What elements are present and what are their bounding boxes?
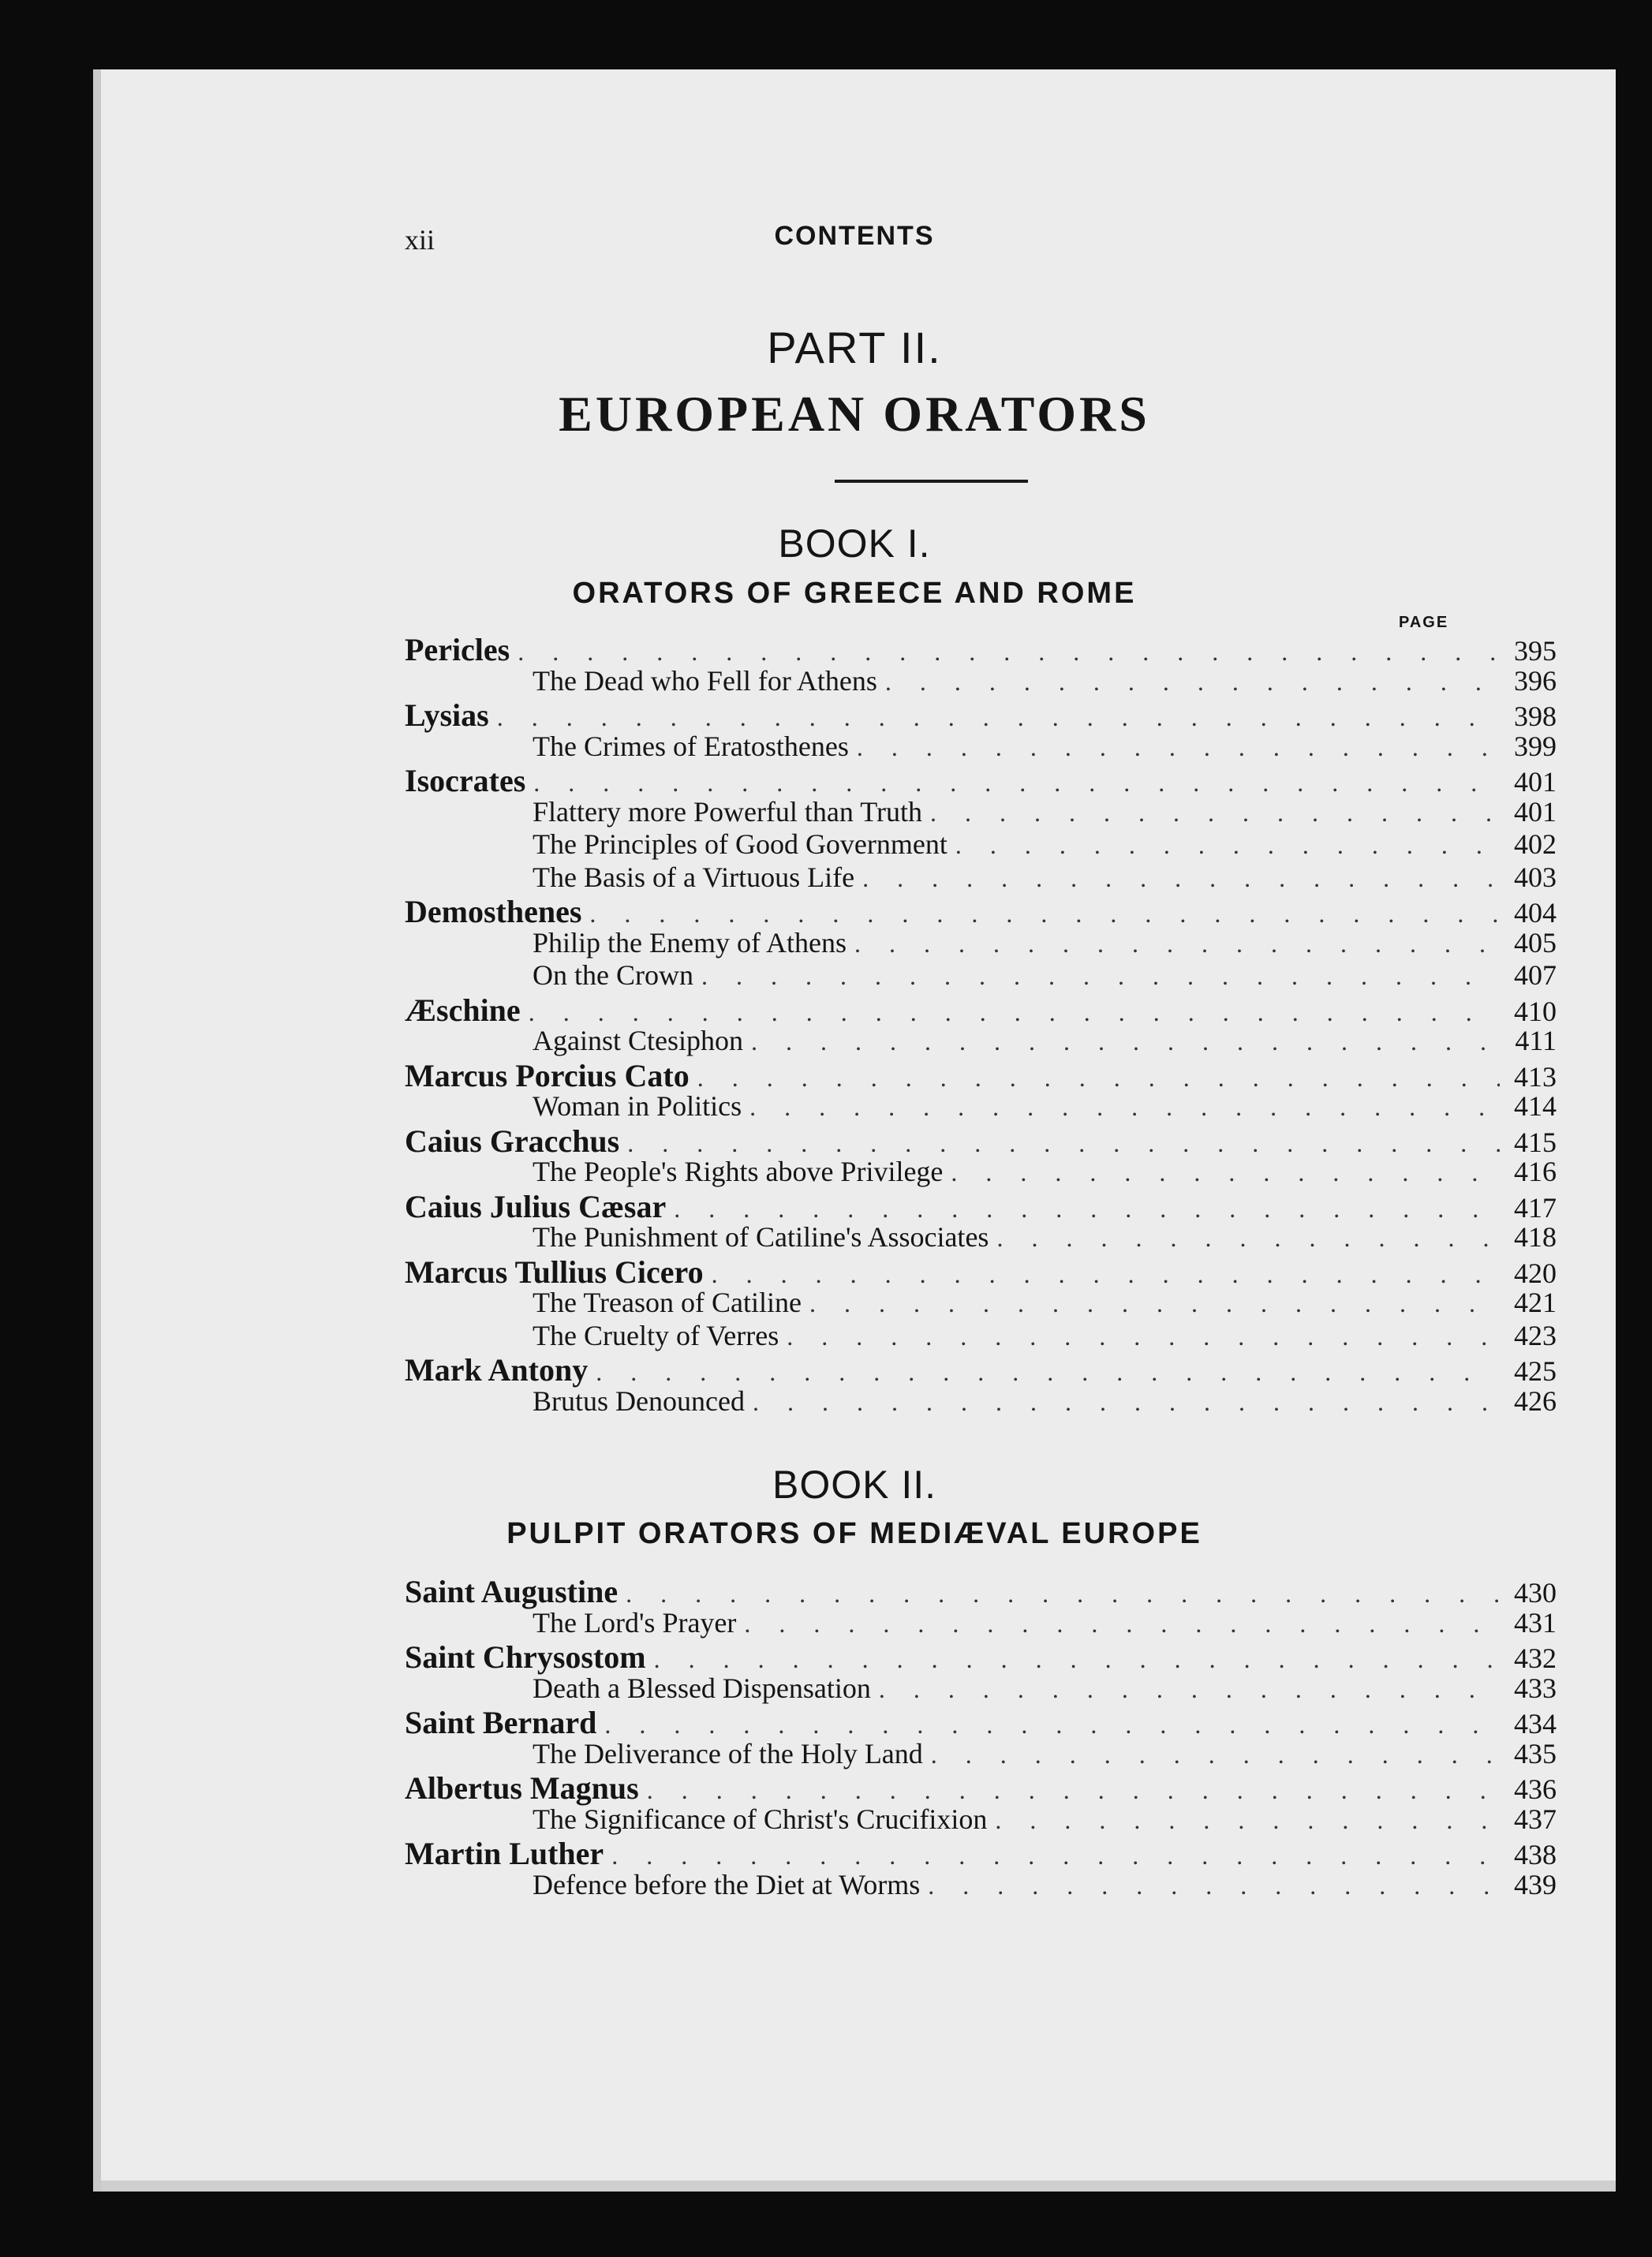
page-ref: 405 — [1514, 926, 1557, 958]
dot-leader — [712, 1260, 1500, 1289]
dot-leader — [879, 1675, 1500, 1704]
dot-leader — [626, 1579, 1500, 1609]
speech-title: Flattery more Powerful than Truth — [533, 795, 922, 828]
orator-name: Caius Julius Cæsar — [405, 1188, 667, 1224]
dot-leader — [604, 1710, 1500, 1739]
speech-entry — [405, 1155, 1557, 1188]
dot-leader — [930, 798, 1500, 828]
dot-leader — [951, 1158, 1500, 1187]
speech-entry — [405, 1868, 1557, 1901]
page-ref: 407 — [1514, 959, 1557, 991]
page-number: xii — [405, 224, 435, 256]
orator-entry — [405, 1573, 1557, 1609]
page-ref: 430 — [1514, 1577, 1557, 1609]
orator-entry — [405, 1123, 1557, 1159]
book-2-contents — [405, 1573, 1557, 1900]
speech-entry — [405, 1089, 1557, 1123]
speech-entry — [405, 1286, 1557, 1319]
dot-leader — [697, 1063, 1500, 1093]
speech-entry — [405, 1803, 1557, 1836]
orator-name: Pericles — [405, 632, 510, 667]
page-ref: 415 — [1514, 1126, 1557, 1158]
page-ref: 421 — [1514, 1287, 1557, 1318]
page-ref: 401 — [1514, 766, 1557, 798]
page-ref: 398 — [1514, 701, 1557, 732]
dot-leader — [749, 1093, 1500, 1122]
speech-title: The Basis of a Virtuous Life — [533, 861, 855, 893]
page-ref: 404 — [1514, 897, 1557, 929]
page-ref: 431 — [1514, 1606, 1557, 1639]
speech-entry — [405, 1384, 1557, 1418]
dot-leader — [931, 1740, 1500, 1769]
page-ref: 414 — [1514, 1090, 1557, 1122]
dot-leader — [497, 703, 1500, 732]
dot-leader — [647, 1776, 1500, 1805]
speech-title: The People's Rights above Privilege — [533, 1156, 944, 1187]
speech-entry — [405, 1319, 1557, 1352]
dot-leader — [589, 899, 1500, 929]
dot-leader — [809, 1289, 1500, 1318]
page-ref: 411 — [1515, 1025, 1557, 1056]
page-ref: 433 — [1514, 1672, 1557, 1704]
page-ref: 395 — [1514, 635, 1557, 667]
speech-entry — [405, 730, 1557, 763]
dot-leader — [529, 998, 1500, 1027]
orator-entry — [405, 992, 1557, 1028]
book-page — [93, 69, 1616, 2192]
speech-title: Against Ctesiphon — [533, 1025, 743, 1056]
dot-leader — [862, 864, 1500, 893]
part-title: EUROPEAN ORATORS — [559, 386, 1150, 442]
dot-leader — [857, 733, 1500, 762]
speech-title: Philip the Enemy of Athens — [533, 926, 847, 958]
dot-leader — [654, 1645, 1500, 1674]
orator-entry — [405, 1704, 1557, 1740]
speech-title: The Principles of Good Government — [533, 828, 947, 860]
orator-name: Marcus Porcius Cato — [405, 1057, 690, 1093]
page-column-label: PAGE — [1399, 614, 1449, 631]
speech-entry — [405, 958, 1557, 992]
orator-name: Saint Augustine — [405, 1574, 619, 1609]
speech-entry — [405, 1737, 1557, 1770]
speech-entry — [405, 828, 1557, 861]
book-1-subtitle: ORATORS OF GREECE AND ROME — [572, 577, 1137, 610]
book-2-label: BOOK II. — [772, 1463, 937, 1507]
orator-name: Isocrates — [405, 763, 526, 798]
dot-leader — [885, 667, 1500, 697]
speech-title: Woman in Politics — [533, 1090, 742, 1122]
speech-title: The Treason of Catiline — [533, 1287, 802, 1318]
orator-entry — [405, 1254, 1557, 1290]
page-ref: 436 — [1514, 1773, 1557, 1805]
orator-entry — [405, 631, 1557, 667]
part-label: PART II. — [767, 323, 942, 372]
orator-entry — [405, 697, 1557, 733]
book-2-subtitle: PULPIT ORATORS OF MEDIÆVAL EUROPE — [506, 1517, 1202, 1550]
page-ref: 413 — [1514, 1060, 1557, 1093]
page-ref: 435 — [1514, 1737, 1557, 1769]
speech-entry — [405, 861, 1557, 894]
dot-leader — [518, 637, 1500, 667]
orator-name: Demosthenes — [405, 894, 582, 929]
speech-entry — [405, 926, 1557, 959]
speech-title: The Punishment of Catiline's Associates — [533, 1221, 989, 1253]
dot-leader — [533, 768, 1500, 798]
page-ref: 399 — [1514, 730, 1557, 762]
speech-title: The Crimes of Eratosthenes — [533, 730, 849, 762]
orator-name: Mark Antony — [405, 1352, 589, 1388]
orator-entry — [405, 893, 1557, 929]
speech-entry — [405, 795, 1557, 828]
dot-leader — [928, 1871, 1500, 1900]
dot-leader — [596, 1358, 1500, 1387]
page-ref: 410 — [1514, 995, 1557, 1027]
orator-name: Albertus Magnus — [405, 1770, 639, 1806]
speech-title: Brutus Denounced — [533, 1384, 745, 1417]
speech-title: Death a Blessed Dispensation — [533, 1672, 871, 1704]
dot-leader — [627, 1129, 1500, 1158]
page-ref: 425 — [1514, 1355, 1557, 1387]
orator-entry — [405, 762, 1557, 798]
page-ref: 420 — [1514, 1257, 1557, 1289]
speech-entry — [405, 1672, 1557, 1705]
dot-leader — [787, 1322, 1500, 1351]
dot-leader — [854, 929, 1500, 958]
speech-title: The Lord's Prayer — [533, 1606, 737, 1639]
speech-title: The Deliverance of the Holy Land — [533, 1737, 923, 1769]
speech-entry — [405, 1606, 1557, 1639]
orator-name: Martin Luther — [405, 1836, 604, 1871]
speech-title: The Cruelty of Verres — [533, 1319, 779, 1351]
orator-entry — [405, 1057, 1557, 1093]
orator-name: Æschine — [405, 992, 521, 1028]
page-ref: 401 — [1514, 795, 1557, 828]
orator-name: Lysias — [405, 697, 489, 733]
speech-title: Defence before the Diet at Worms — [533, 1868, 921, 1900]
page-ref: 396 — [1514, 664, 1557, 697]
page-ref: 402 — [1514, 828, 1557, 860]
orator-name: Saint Bernard — [405, 1705, 597, 1740]
dot-leader — [753, 1388, 1500, 1417]
page-ref: 437 — [1514, 1803, 1557, 1835]
speech-entry — [405, 1220, 1557, 1254]
orator-entry — [405, 1835, 1557, 1871]
dot-leader — [744, 1609, 1500, 1639]
page-ref: 416 — [1514, 1156, 1557, 1187]
page-ref: 418 — [1514, 1221, 1557, 1253]
dot-leader — [611, 1841, 1500, 1870]
page-ref: 417 — [1514, 1191, 1557, 1224]
book-1-contents — [405, 631, 1557, 1417]
page-ref: 432 — [1514, 1642, 1557, 1674]
speech-title: The Dead who Fell for Athens — [533, 664, 877, 697]
dot-leader — [995, 1806, 1500, 1835]
page-ref: 426 — [1514, 1384, 1557, 1417]
page-ref: 439 — [1514, 1868, 1557, 1900]
speech-entry — [405, 664, 1557, 697]
dot-leader — [751, 1027, 1500, 1056]
speech-title: On the Crown — [533, 959, 693, 991]
running-title: CONTENTS — [774, 221, 935, 251]
page-ref: 434 — [1514, 1708, 1557, 1739]
orator-entry — [405, 1351, 1557, 1388]
dot-leader — [955, 831, 1500, 860]
dot-leader — [996, 1224, 1500, 1253]
page-ref: 438 — [1514, 1839, 1557, 1870]
title-rule — [835, 480, 1028, 483]
orator-name: Saint Chrysostom — [405, 1639, 646, 1675]
speech-title: The Significance of Christ's Crucifixion — [533, 1803, 988, 1835]
orator-entry — [405, 1188, 1557, 1224]
orator-name: Caius Gracchus — [405, 1123, 620, 1159]
orator-entry — [405, 1769, 1557, 1806]
page-ref: 423 — [1514, 1319, 1557, 1351]
page-ref: 403 — [1514, 861, 1557, 893]
dot-leader — [674, 1194, 1500, 1224]
orator-entry — [405, 1639, 1557, 1675]
dot-leader — [701, 962, 1500, 991]
orator-name: Marcus Tullius Cicero — [405, 1254, 704, 1290]
book-1-label: BOOK I. — [778, 521, 931, 566]
speech-entry — [405, 1024, 1557, 1057]
